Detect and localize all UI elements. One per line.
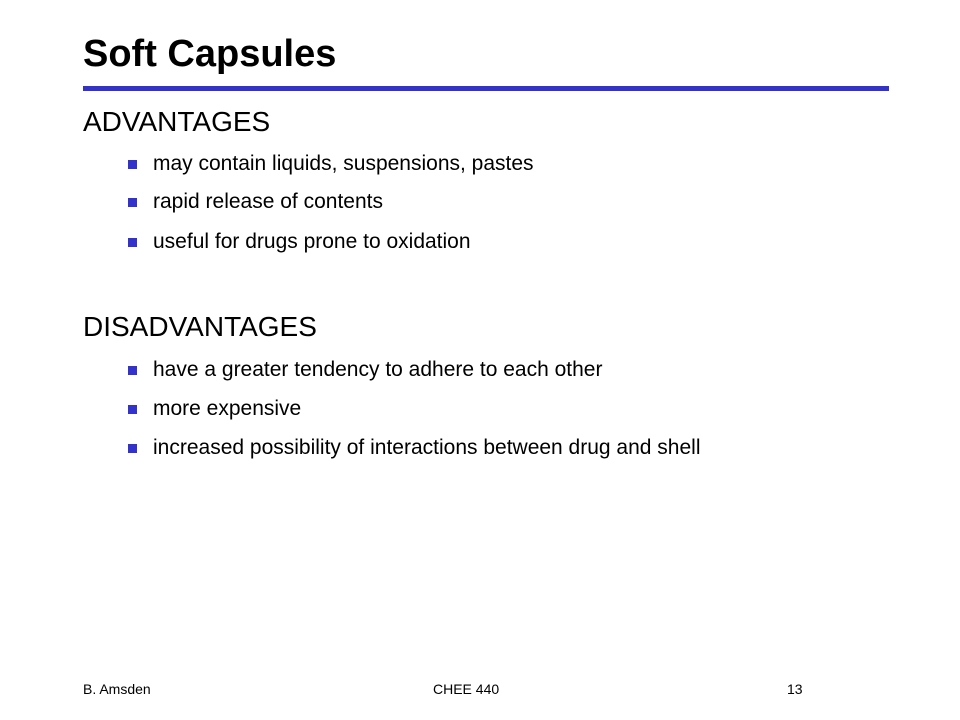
advantage-item-text: may contain liquids, suspensions, pastes: [153, 152, 534, 175]
disadvantage-item: [128, 395, 301, 423]
disadvantage-item: [128, 356, 602, 384]
title-underline-rule: [83, 86, 889, 91]
disadvantage-item-text: have a greater tendency to adhere to each other: [153, 358, 603, 381]
disadvantages-heading: DISADVANTAGES: [83, 311, 317, 342]
square-bullet-icon: [128, 198, 137, 207]
disadvantage-item-text: more expensive: [153, 397, 302, 420]
footer-course: CHEE 440: [433, 681, 500, 697]
square-bullet-icon: [128, 444, 137, 453]
square-bullet-icon: [128, 366, 137, 375]
advantage-item-text: rapid release of contents: [153, 190, 383, 213]
advantage-item: [128, 228, 471, 256]
advantage-item: [128, 188, 383, 216]
footer-page-number: 13: [787, 681, 803, 697]
disadvantage-item-text: increased possibility of interactions between drug and shell: [153, 436, 701, 459]
slide-title: Soft Capsules: [83, 33, 337, 75]
advantage-item-text: useful for drugs prone to oxidation: [153, 230, 471, 253]
footer-author: B. Amsden: [83, 681, 151, 697]
square-bullet-icon: [128, 238, 137, 247]
square-bullet-icon: [128, 405, 137, 414]
disadvantage-item: [128, 434, 701, 462]
advantages-heading: ADVANTAGES: [83, 106, 271, 137]
advantage-item: [128, 150, 534, 178]
square-bullet-icon: [128, 160, 137, 169]
